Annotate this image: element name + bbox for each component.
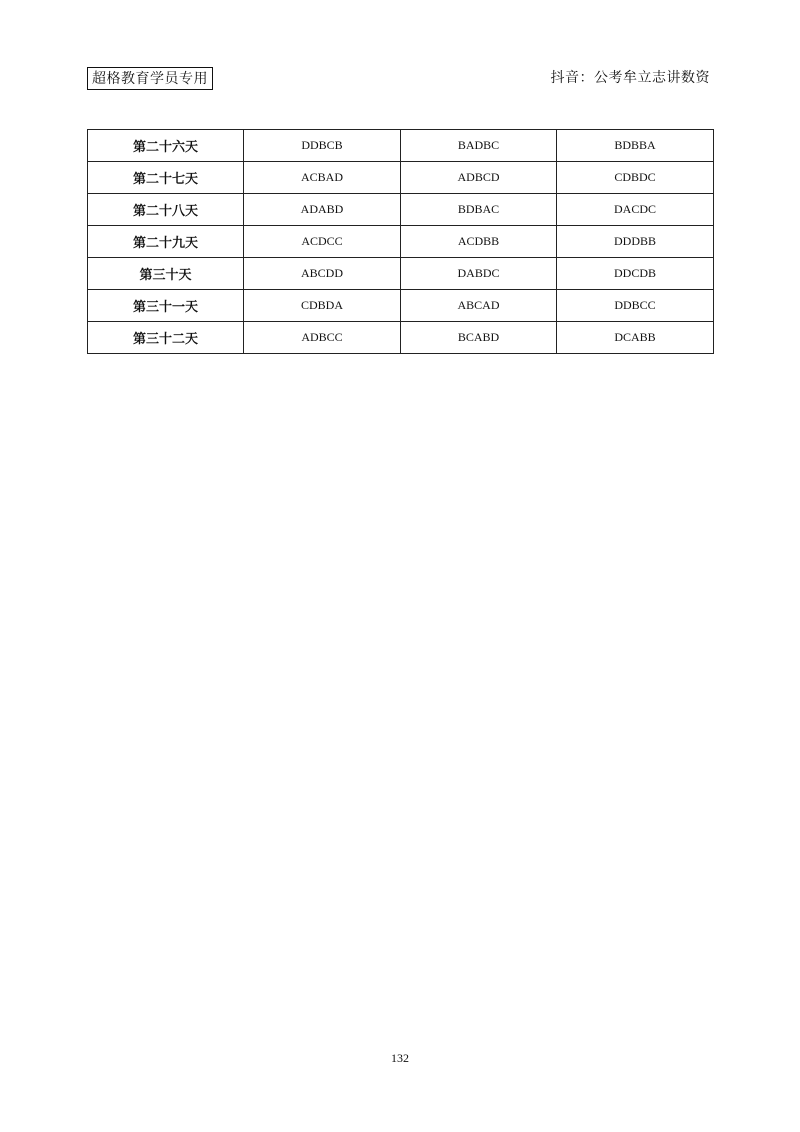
answer-cell: ACDBB [401,226,557,258]
day-label: 第二十八天 [88,194,244,226]
table-row [88,194,714,226]
answer-cell: DABDC [401,258,557,290]
header-right-label: 抖音：公考牟立志讲数资 [550,70,710,86]
answer-cell: ADABD [244,194,401,226]
answer-cell: DACDC [557,194,714,226]
answer-cell: ABCDD [244,258,401,290]
answer-cell: BADBC [401,130,557,162]
answer-cell: ACDCC [244,226,401,258]
answer-cell: BCABD [401,322,557,354]
table-row [88,226,714,258]
day-label: 第三十一天 [88,290,244,322]
day-label: 第二十七天 [88,162,244,194]
answer-cell: ACBAD [244,162,401,194]
answer-cell: ABCAD [401,290,557,322]
day-label: 第三十二天 [88,322,244,354]
table-row [88,290,714,322]
answer-cell: BDBAC [401,194,557,226]
answer-cell: DDBCB [244,130,401,162]
answer-cell: ADBCD [401,162,557,194]
answer-cell: DDDBB [557,226,714,258]
day-label: 第二十九天 [88,226,244,258]
table-row [88,258,714,290]
answer-cell: BDBBA [557,130,714,162]
page-number: 132 [391,1051,409,1065]
answer-cell: CDBDC [557,162,714,194]
table-row [88,322,714,354]
answer-cell: ADBCC [244,322,401,354]
answer-cell: DCABB [557,322,714,354]
header-left-label: 超格教育学员专用 [87,67,213,90]
table-row [88,162,714,194]
day-label: 第三十天 [88,258,244,290]
answer-cell: DDCDB [557,258,714,290]
answer-table [87,129,714,354]
day-label: 第二十六天 [88,130,244,162]
table-row [88,130,714,162]
answer-cell: CDBDA [244,290,401,322]
answer-cell: DDBCC [557,290,714,322]
